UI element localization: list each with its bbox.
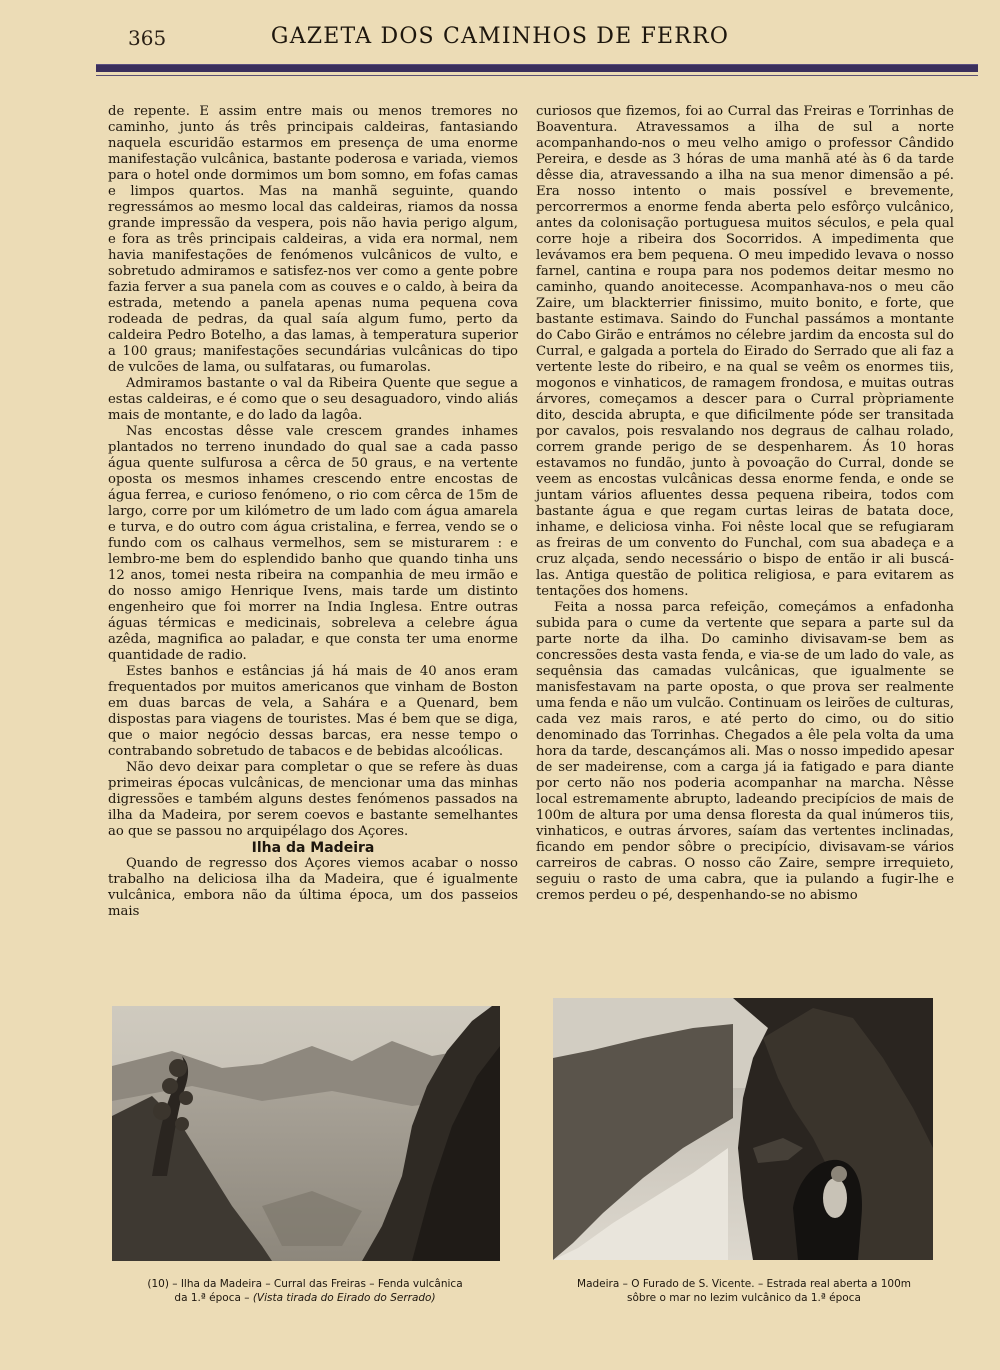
caption-text: da 1.ª época – <box>174 1292 253 1304</box>
caption-right <box>540 1277 948 1305</box>
caption-line: sôbre o mar no lezim vulcânico da 1.ª época <box>627 1292 861 1304</box>
left-column <box>108 104 518 920</box>
paragraph: Estes banhos e estâncias já há mais de 40 anos eram frequentados por muitos americanos que vinham de Boston em duas barcas de vela, a Sahára e a Quenard, bem dispostas para viagens de touristes. Mas é bem que se diga, que o maior negócio dessas barcas, era nesse tempo o contrabando sobretudo de tabacos e de bebidas alcoólicas. <box>108 664 518 759</box>
header-rule-thin <box>96 75 978 76</box>
paragraph: curiosos que fizemos, foi ao Curral das Freiras e Torrinhas de Boaventura. Atravessamos a ilha de sul a norte acompanhando-nos o meu velho amigo o professor Cândido Pereira, e desde as 3 hóras de uma manhã até às 6 da tarde dêsse dia, atravessando a ilha na sua menor dimensão a pé. Era nosso intento o mais possível e brevemente, percorrermos a enorme fenda aberta pelo esfôrço vulcânico, antes da colonisação portuguesa muitos séculos, e pela qual corre hoje a ribeira dos Socorridos. A impedimenta que levávamos era bem pequena. O meu impedido levava o nosso farnel, cantina e roupa para nos podemos deitar mesmo no caminho, quando anoitecesse. Acompanhava-nos o meu cão Zaire, um blackterrier finissimo, muito bonito, e forte, que bastante estimava. Saindo do Funchal passámos a montante do Cabo Girão e entrámos no célebre jardim da encosta sul do Curral, e galgada a portela do Eirado do Serrado que ali faz a vertente leste do ribeiro, e na qual se veêm os enormes tiis, mogonos e vinhaticos, de ramagem frondosa, e muitas outras árvores, começamos a descer para o Curral pròpriamente dito, descida abrupta, e que dificilmente póde ser transitada por cavalos, pois resvalando nos degraus de calhau rolado, correm grande perigo de se despenharem. Ás 10 horas estavamos no fundão, junto à povoação do Curral, donde se veem as encostas vulcânicas dessa enorme fenda, e onde se juntam vários afluentes dessa pequena ribeira, todos com bastante água e que regam curtas leiras de batata doce, inhame, e deliciosa vinha. Foi nêste local que se refugiaram as freiras de um convento do Funchal, com sua abadeça e a cruz alçada, sendo necessário o bispo de então ir ali buscá-las. Antiga questão de politica religiosa, e para evitarem as tentações dos homens. <box>536 104 954 599</box>
paragraph: de repente. E assim entre mais ou menos tremores no caminho, junto ás três principais caldeiras, fantasiando naquela escuridão estarmos em presença de uma enorme manifestação vulcânica, bastante poderosa e variada, viemos para o hotel onde dormimos um bom somno, em fofas camas e limpos quartos. Mas na manhã seguinte, quando regressámos ao mesmo local das caldeiras, riamos da nossa grande impressão da vespera, pois não havia perigo algum, e fora as três principais caldeiras, a vida era normal, nem havia manifestações de fenómenos vulcânicos de vulto, e sobretudo admiramos e satisfez-nos ver como a gente pobre fazia ferver a sua panela com as couves e o caldo, à beira da estrada, metendo a panela apenas numa pequena cova rodeada de pedras, da qual saía algum fumo, perto da caldeira Pedro Botelho, a das lamas, à temperatura superior a 100 graus; manifestações secundárias vulcânicas do tipo de vulcões de lama, ou sulfataras, ou fumarolas. <box>108 104 518 375</box>
cliff-photo-illustration <box>553 998 933 1260</box>
journal-title: GAZETA DOS CAMINHOS DE FERRO <box>270 24 730 49</box>
paragraph: Quando de regresso dos Açores viemos acabar o nosso trabalho na deliciosa ilha da Madeira, que é igualmente vulcânica, embora não da última época, um dos passeios mais <box>108 856 518 919</box>
paragraph: Nas encostas dêsse vale crescem grandes inhames plantados no terreno inundado do qual sae a cada passo água quente sulfurosa a cêrca de 50 graus, e na vertente oposta os mesmos inhames crescendo entre encostas de água ferrea, e curioso fenómeno, o rio com cêrca de 15m de largo, corre por um kilómetro de um lado com água amarela e turva, e do outro com água cristalina, e ferrea, vendo se o fundo com os calhaus vermelhos, sem se misturarem : e lembro-me bem do esplendido banho que quando tinha uns 12 anos, tomei nesta ribeira na companhia de meu irmão e do nosso amigo Henrique Ivens, mais tarde um distinto engenheiro que foi morrer na India Inglesa. Entre outras águas térmicas e medicinais, sobreleva a celebre água azêda, magnifica ao paladar, e que consta ter uma enorme quantidade de radio. <box>108 424 518 663</box>
caption-left <box>100 1277 510 1305</box>
photo-furado-de-s-vicente <box>553 998 933 1260</box>
caption-line <box>100 1291 510 1305</box>
caption-line: Madeira – O Furado de S. Vicente. – Estrada real aberta a 100m <box>577 1278 911 1290</box>
paragraph: Admiramos bastante o val da Ribeira Quente que segue a estas caldeiras, e é como que o seu desaguadoro, vindo aliás mais de montante, e do lado da lagôa. <box>108 376 518 423</box>
paragraph: Não devo deixar para completar o que se refere às duas primeiras épocas vulcânicas, de mencionar uma das minhas digressões e também alguns destes fenómenos passados na ilha da Madeira, por serem coevos e bastante semelhantes ao que se passou no arquipélago dos Açores. <box>108 760 518 839</box>
caption-line: (10) – Ilha da Madeira – Curral das Freiras – Fenda vulcânica <box>147 1278 463 1290</box>
photo-curral-das-freiras <box>112 1006 500 1261</box>
right-column <box>536 104 954 904</box>
page-number: 365 <box>128 26 167 50</box>
header-rule <box>96 64 978 72</box>
caption-italic-text: (Vista tirada do Eirado do Serrado) <box>252 1292 436 1304</box>
valley-photo-illustration <box>112 1006 500 1261</box>
section-title: Ilha da Madeira <box>251 840 375 856</box>
paragraph: Feita a nossa parca refeição, começámos a enfadonha subida para o cume da vertente que separa a parte sul da parte norte da ilha. Do caminho divisavam-se bem as concressões desta vasta fenda, e via-se de um lado do vale, as sequênsia das camadas vulcânicas, que igualmente se manisfestavam na parte oposta, o que prova ser realmente uma fenda e não um vulcão. Continuam os leirões de culturas, cada vez mais raros, e até perto do cimo, ou do sitio denominado das Torrinhas. Chegados a êle pela volta da uma hora da tarde, descançámos ali. Mas o nosso impedido apesar de ser madeirense, com a carga já ia fatigado e para diante por certo não nos poderia acompanhar na marcha. Nêsse local estremamente abrupto, ladeando precipícios de mais de 100m de altura por uma densa floresta da qual inúmeros tiis, vinhaticos, e outras árvores, saíam das vertentes inclinadas, ficando em pendor sôbre o precipício, divisavam-se vários carreiros de cabras. O nosso cão Zaire, sempre irrequieto, seguiu o rasto de uma cabra, que ia pulando a fugir-lhe e cremos perdeu o pé, despenhando-se no abismo <box>536 600 954 903</box>
